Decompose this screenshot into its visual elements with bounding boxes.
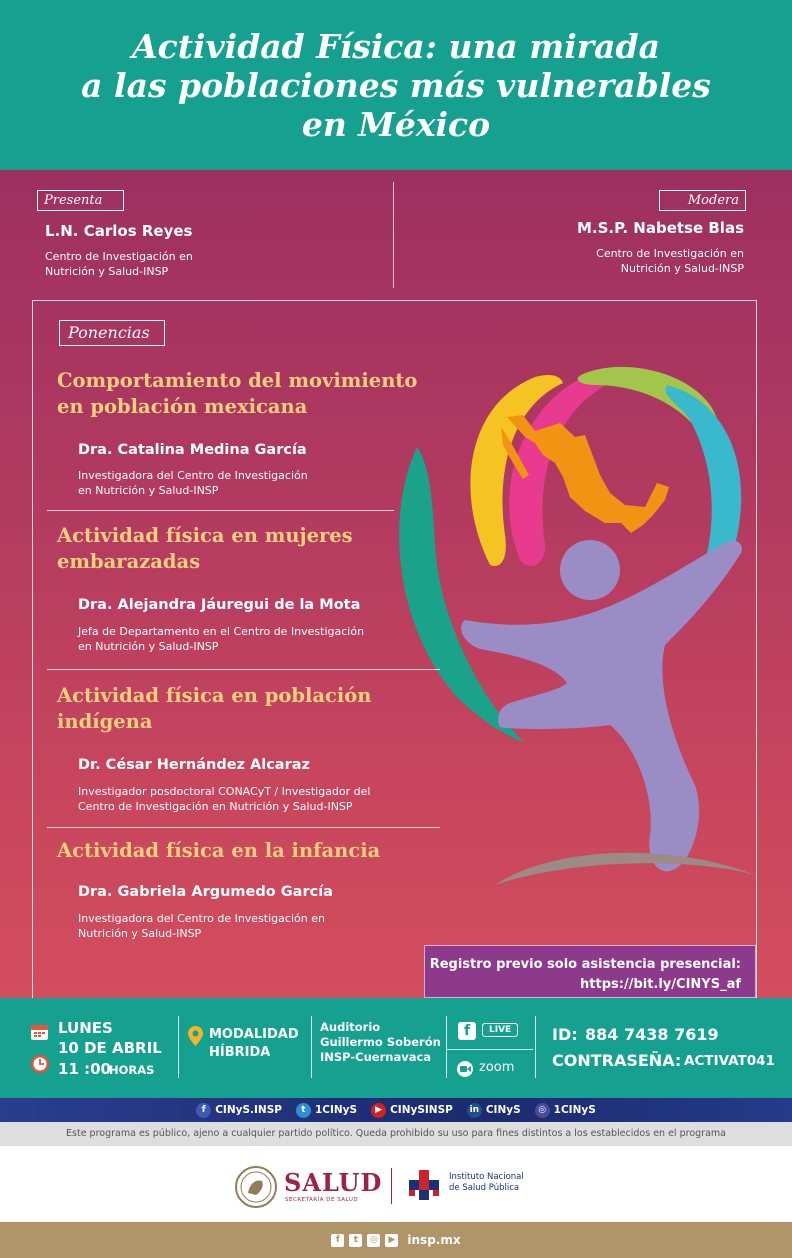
twitter-icon: t (296, 1103, 311, 1118)
twitter-icon[interactable]: t (349, 1234, 362, 1247)
social-label: CINyS (485, 1104, 521, 1116)
presenter-affiliation-2: Nutrición y Salud-INSP (45, 265, 169, 278)
talk-1-speaker: Dra. Catalina Medina García (78, 442, 307, 458)
venue-line-3: INSP-Cuernavaca (320, 1050, 432, 1064)
talk-4-affiliation-1: Investigadora del Centro de Investigación en (78, 912, 325, 925)
event-day: LUNES (58, 1019, 113, 1037)
social-item-cinysinsp[interactable] (371, 1103, 453, 1118)
modality-line-1: MODALIDAD (209, 1027, 299, 1042)
talk-4-affiliation-2: Nutrición y Salud-INSP (78, 927, 202, 940)
facebook-live-icon: f (458, 1022, 476, 1040)
insp-logo-icon (405, 1168, 445, 1204)
zoom-label: zoom (479, 1060, 515, 1075)
logo-divider (391, 1168, 392, 1204)
talk-2-title-line-1: Actividad física en mujeres (57, 524, 353, 547)
talk-3-affiliation-1: Investigador posdoctoral CONACyT / Investigador del (78, 785, 371, 798)
talk-divider-2 (47, 669, 440, 670)
social-bar (0, 1098, 792, 1122)
talk-3-affiliation-2: Centro de Investigación en Nutrición y Salud-INSP (78, 800, 353, 813)
linkedin-icon: in (467, 1103, 482, 1118)
salud-logo-text: SALUD (284, 1168, 383, 1197)
insp-logo-text (449, 1172, 524, 1194)
social-label: 1CINyS (553, 1104, 596, 1116)
title-line-1: Actividad Física: una mirada (132, 26, 660, 66)
calendar-icon (30, 1022, 49, 1041)
moderator-affiliation-2: Nutrición y Salud-INSP (620, 262, 744, 275)
map-figure-illustration (395, 365, 792, 925)
registration-text: Registro previo solo asistencia presencial: (429, 957, 741, 972)
talk-divider-3 (47, 827, 440, 828)
social-label: 1CINyS (314, 1104, 358, 1116)
talk-1-affiliation-1: Investigadora del Centro de Investigación (78, 469, 308, 482)
instagram-icon[interactable]: ◎ (367, 1234, 380, 1247)
info-divider-3 (446, 1016, 447, 1078)
talk-2-affiliation-1: Jefa de Departamento en el Centro de Investigación (78, 625, 365, 638)
talk-3-title-line-1: Actividad física en población (57, 684, 372, 707)
modality-line-2: HÍBRIDA (209, 1045, 271, 1060)
zoom-id-label: ID: (552, 1025, 578, 1044)
disclaimer: Este programa es público, ajeno a cualquier partido político. Queda prohibido su uso para fines distintos a los establecidos en el programa (0, 1122, 792, 1146)
talk-divider-1 (47, 510, 394, 511)
logos-strip (0, 1146, 792, 1222)
info-divider-2 (311, 1016, 312, 1078)
footer-bar (0, 1222, 792, 1258)
registration-link[interactable]: https://bit.ly/CINYS_af (580, 977, 741, 992)
talk-3-speaker: Dr. César Hernández Alcaraz (78, 757, 310, 773)
venue-line-2: Guillermo Soberón (320, 1035, 441, 1049)
insp-logo-line-1: Instituto Nacional (449, 1172, 524, 1182)
youtube-icon[interactable]: ▶ (385, 1234, 398, 1247)
moderator-name: M.S.P. Nabetse Blas (577, 219, 744, 237)
moderator-tag: Modera (659, 190, 746, 211)
registration-box (424, 945, 756, 998)
talk-2-speaker: Dra. Alejandra Jáuregui de la Mota (78, 597, 361, 613)
facebook-icon[interactable]: f (331, 1234, 344, 1247)
talk-2-title-line-2: embarazadas (57, 550, 201, 573)
info-divider-4 (535, 1016, 536, 1078)
social-item-1cinys[interactable] (535, 1103, 596, 1118)
zoom-id-value[interactable]: 884 7438 7619 (585, 1025, 719, 1044)
social-item-1cinys[interactable] (296, 1103, 357, 1118)
event-time-value: 11 :00 (58, 1060, 111, 1078)
live-badge: LIVE (482, 1023, 518, 1037)
talk-3-title-line-2: indígena (57, 710, 153, 733)
talk-4-title-line-1: Actividad física en la infancia (57, 839, 381, 862)
social-item-cinys[interactable] (467, 1103, 521, 1118)
social-label: CINyS.INSP (215, 1104, 282, 1116)
header-banner (0, 0, 792, 170)
presenter-name: L.N. Carlos Reyes (45, 222, 193, 240)
talk-1-affiliation-2: en Nutrición y Salud-INSP (78, 484, 219, 497)
footer-site-link[interactable]: insp.mx (407, 1233, 461, 1247)
social-label: CINySINSP (390, 1104, 453, 1116)
instagram-icon: ◎ (535, 1103, 550, 1118)
presenter-tag: Presenta (37, 190, 124, 211)
live-zoom-divider (447, 1049, 533, 1050)
moderator-affiliation-1: Centro de Investigación en (596, 247, 744, 260)
mexico-coat-of-arms-icon (234, 1165, 278, 1209)
zoom-icon (457, 1061, 473, 1077)
talk-1-title-line-2: en población mexicana (57, 395, 308, 418)
venue-line-1: Auditorio (320, 1020, 381, 1034)
talk-2-affiliation-2: en Nutrición y Salud-INSP (78, 640, 219, 653)
youtube-icon: ▶ (371, 1103, 386, 1118)
location-pin-icon (187, 1025, 204, 1047)
password-value[interactable]: ACTIVAT041 (684, 1053, 775, 1069)
social-item-cinys-insp[interactable] (196, 1103, 282, 1118)
title-line-3: en México (301, 104, 491, 144)
event-info-bar (0, 998, 792, 1098)
event-time-unit: HORAS (109, 1063, 155, 1077)
password-label: CONTRASEÑA: (552, 1051, 682, 1070)
presenter-affiliation-1: Centro de Investigación en (45, 250, 193, 263)
facebook-icon: f (196, 1103, 211, 1118)
salud-logo-subtext: SECRETARÍA DE SALUD (285, 1197, 359, 1203)
title-line-2: a las poblaciones más vulnerables (81, 65, 711, 105)
header-divider (393, 182, 394, 288)
event-date: 10 DE ABRIL (58, 1039, 162, 1057)
ponencias-tag: Ponencias (59, 320, 165, 346)
clock-icon (30, 1054, 50, 1074)
insp-logo-line-2: de Salud Pública (449, 1183, 520, 1193)
main-content (0, 170, 792, 998)
talk-4-speaker: Dra. Gabriela Argumedo García (78, 884, 333, 900)
talk-1-title-line-1: Comportamiento del movimiento (57, 369, 418, 392)
info-divider-1 (178, 1016, 179, 1078)
